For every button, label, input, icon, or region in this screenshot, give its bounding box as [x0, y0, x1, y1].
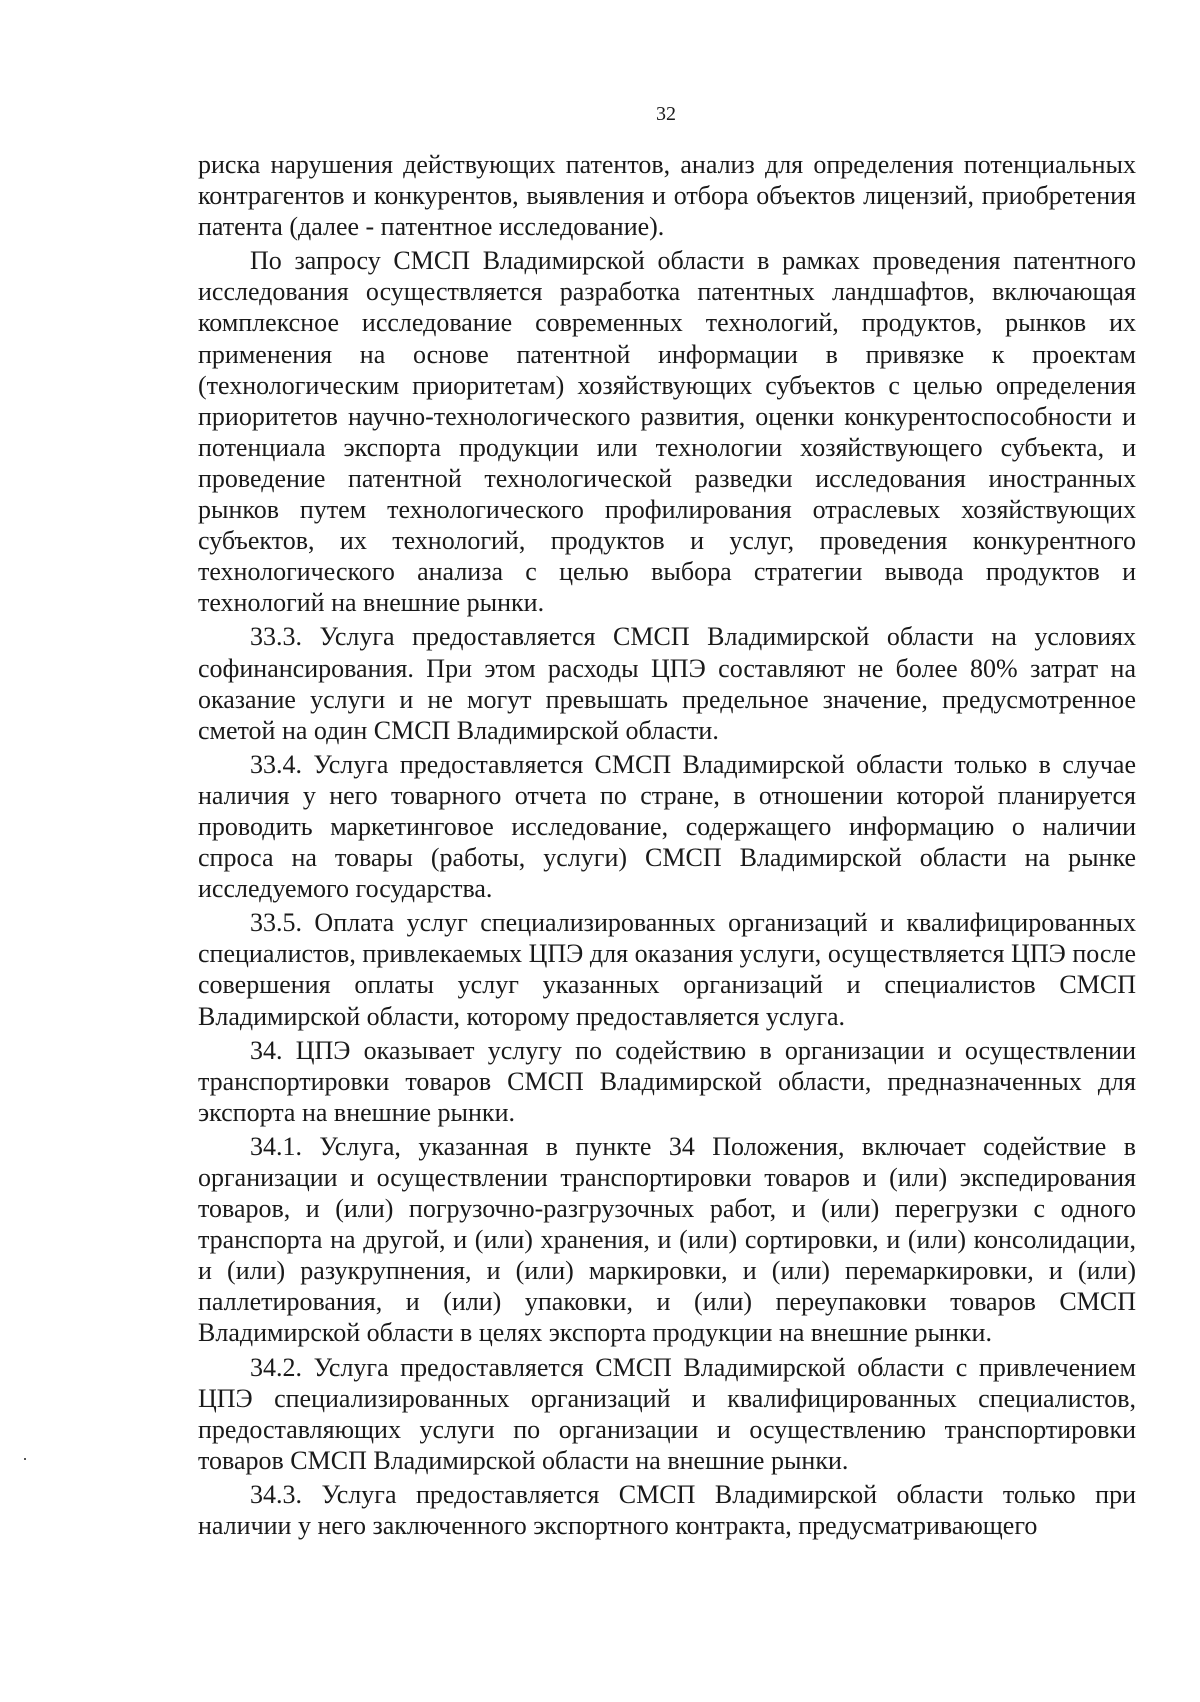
- paragraph-34-3: 34.3. Услуга предоставляется СМСП Владимирской области только при наличии у него заключенного экспортного контракта, предусматривающего: [198, 1479, 1136, 1541]
- page-number: 32: [656, 103, 676, 125]
- paragraph-patent-landscape: По запросу СМСП Владимирской области в рамках проведения патентного исследования осуществляется разработка патентных ландшафтов, включающая комплексное исследование современных технологий, продуктов, рынков их применения на основе патентной информации в привязке к проектам (технологическим приоритетам) хозяйствующих субъектов с целью определения приоритетов научно-технологического развития, оценки конкурентоспособности и потенциала экспорта продукции или технологии хозяйствующего субъекта, и проведение патентной технологической разведки исследования иностранных рынков путем технологического профилирования отраслевых хозяйствующих субъектов, их технологий, продуктов и услуг, проведения конкурентного технологического анализа с целью выбора стратегии вывода продуктов и технологий на внешние рынки.: [198, 246, 1136, 618]
- paragraph-33-5: 33.5. Оплата услуг специализированных организаций и квалифицированных специалистов, привлекаемых ЦПЭ для оказания услуги, осуществляется ЦПЭ после совершения оплаты услуг указанных организаций и специалистов СМСП Владимирской области, которому предоставляется услуга.: [198, 908, 1136, 1031]
- scan-artifact: [24, 1458, 26, 1460]
- paragraph-33-4: 33.4. Услуга предоставляется СМСП Владимирской области только в случае наличия у него товарного отчета по стране, в отношении которой планируется проводить маркетинговое исследование, содержащего информацию о наличии спроса на товары (работы, услуги) СМСП Владимирской области на рынке исследуемого государства.: [198, 749, 1136, 904]
- paragraph-34: 34. ЦПЭ оказывает услугу по содействию в организации и осуществлении транспортировки товаров СМСП Владимирской области, предназначенных для экспорта на внешние рынки.: [198, 1035, 1136, 1127]
- document-body: [198, 149, 1136, 1541]
- paragraph-33-3: 33.3. Услуга предоставляется СМСП Владимирской области на условиях софинансирования. При этом расходы ЦПЭ составляют не более 80% затрат на оказание услуги и не могут превышать предельное значение, предусмотренное сметой на один СМСП Владимирской области.: [198, 622, 1136, 745]
- paragraph-continuation: риска нарушения действующих патентов, анализ для определения потенциальных контрагентов и конкурентов, выявления и отбора объектов лицензий, приобретения патента (далее - патентное исследование).: [198, 150, 1136, 242]
- paragraph-34-2: 34.2. Услуга предоставляется СМСП Владимирской области с привлечением ЦПЭ специализированных организаций и квалифицированных специалистов, предоставляющих услуги по организации и осуществлению транспортировки товаров СМСП Владимирской области на внешние рынки.: [198, 1352, 1136, 1475]
- paragraph-34-1: 34.1. Услуга, указанная в пункте 34 Положения, включает содействие в организации и осуществлении транспортировки товаров и (или) экспедирования товаров, и (или) погрузочно-разгрузочных работ, и (или) перегрузки с одного транспорта на другой, и (или) хранения, и (или) сортировки, и (или) консолидации, и (или) разукрупнения, и (или) маркировки, и (или) перемаркировки, и (или) паллетирования, и (или) упаковки, и (или) переупаковки товаров СМСП Владимирской области в целях экспорта продукции на внешние рынки.: [198, 1131, 1136, 1348]
